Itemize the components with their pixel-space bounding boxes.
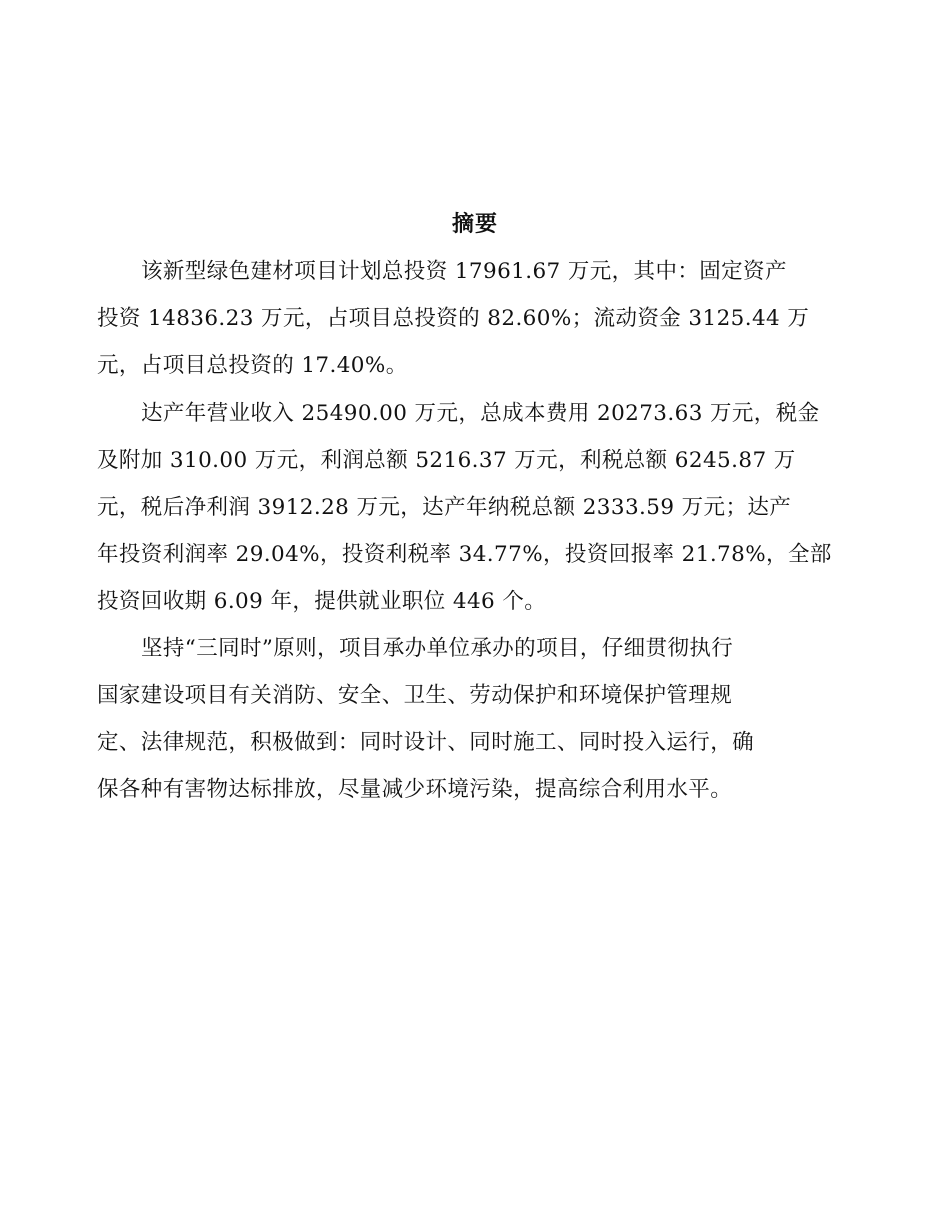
paragraph-2-line-4: 年投资利润率 29.04%，投资利税率 34.77%，投资回报率 21.78%，全部: [97, 542, 832, 567]
paragraph-3-line-1: 坚持“三同时”原则，项目承办单位承办的项目，仔细贯彻执行: [141, 636, 734, 661]
paragraph-1-line-1: 该新型绿色建材项目计划总投资 17961.67 万元，其中：固定资产: [141, 259, 787, 284]
paragraph-1-line-3: 元，占项目总投资的 17.40%。: [97, 353, 408, 378]
paragraph-2-line-1: 达产年营业收入 25490.00 万元，总成本费用 20273.63 万元，税金: [141, 401, 820, 426]
paragraph-2-line-2: 及附加 310.00 万元，利润总额 5216.37 万元，利税总额 6245.87 万: [97, 448, 796, 473]
paragraph-3-line-3: 定、法律规范，积极做到：同时设计、同时施工、同时投入运行，确: [97, 730, 755, 755]
paragraph-3-line-2: 国家建设项目有关消防、安全、卫生、劳动保护和环境保护管理规: [97, 683, 733, 708]
paragraph-2-line-5: 投资回收期 6.09 年，提供就业职位 446 个。: [97, 589, 547, 614]
paragraph-2-line-3: 元，税后净利润 3912.28 万元，达产年纳税总额 2333.59 万元；达产: [97, 495, 792, 520]
document-title: 摘要: [451, 212, 498, 237]
paragraph-3-line-4: 保各种有害物达标排放，尽量减少环境污染，提高综合利用水平。: [97, 777, 733, 802]
paragraph-1-line-2: 投资 14836.23 万元，占项目总投资的 82.60%；流动资金 3125.44 万: [97, 306, 810, 331]
